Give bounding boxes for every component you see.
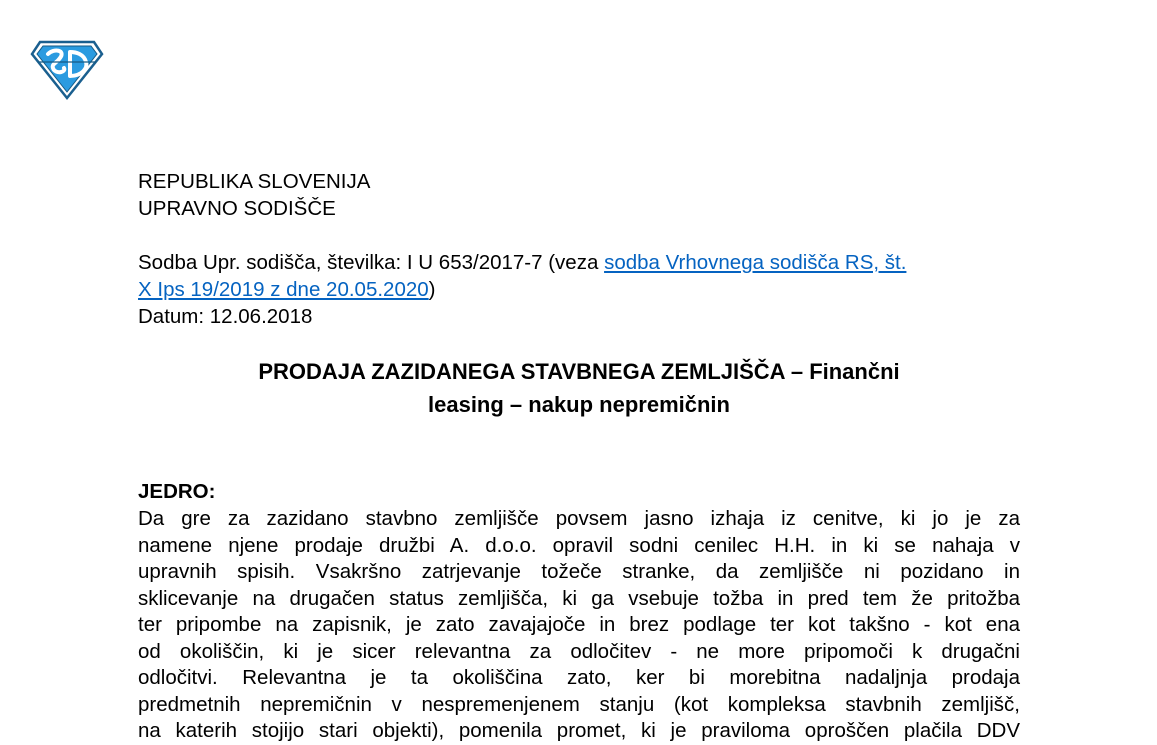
case-reference-line [138, 249, 1020, 276]
country-name: REPUBLIKA SLOVENIJA [138, 170, 371, 193]
court-name: UPRAVNO SODIŠČE [138, 197, 336, 220]
title-main: PRODAJA ZAZIDANEGA STAVBNEGA ZEMLJIŠČA [258, 359, 785, 384]
jedro-line: sklicevanje na drugačen status zemljišča, ki ga vsebuje tožba in pred tem že pritožba [138, 586, 1020, 610]
jedro-line: upravnih spisih. Vsakršno zatrjevanje tožeče stranke, da zemljišče ni pozidano in [138, 560, 1020, 583]
jedro-line: odločitvi. Relevantna je ta okoliščina zato, ker bi morebitna nadaljnja prodaja [138, 666, 1020, 689]
case-reference-line-2 [138, 276, 1020, 303]
section-heading-jedro: JEDRO: [138, 480, 216, 503]
jedro-line: namene njene prodaje družbi A. d.o.o. opravil sodni cenilec H.H. in ki se nahaja v [138, 533, 1020, 557]
jedro-line: ter pripombe na zapisnik, je zato zavajajoče in brez podlage ter kot takšno - kot ena [138, 613, 1020, 636]
jedro-line: Da gre za zazidano stavbno zemljišče povsem jasno izhaja iz cenitve, ki jo je za [138, 507, 1020, 530]
jedro-line: na katerih stojijo stari objekti), pomenila promet, ki je praviloma oproščen plačila DDV [138, 719, 1020, 742]
title-line-2: leasing – nakup nepremičnin [428, 392, 730, 417]
title-sub: – Finančni [784, 359, 900, 384]
jedro-line: predmetnih nepremičnin v nespremenjenem stanju (kot kompleksa stavbnih zemljišč, [138, 692, 1020, 716]
supreme-court-ruling-link[interactable]: sodba Vrhovnega sodišča RS, št. [604, 251, 907, 274]
document-page [138, 168, 1020, 745]
jedro-line: od okoliščin, ki je sicer relevantna za odločitev - ne more pripomoči k drugačni [138, 639, 1020, 663]
document-title [138, 355, 1020, 421]
supreme-court-ruling-link-cont[interactable]: X Ips 19/2019 z dne 20.05.2020 [138, 278, 429, 301]
ruling-date: Datum: 12.06.2018 [138, 305, 313, 328]
reference-close: ) [428, 278, 436, 301]
court-logo-icon [30, 40, 104, 100]
jedro-body [138, 506, 1020, 745]
case-reference: Sodba Upr. sodišča, številka: I U 653/2017-7 (veza [138, 251, 605, 274]
